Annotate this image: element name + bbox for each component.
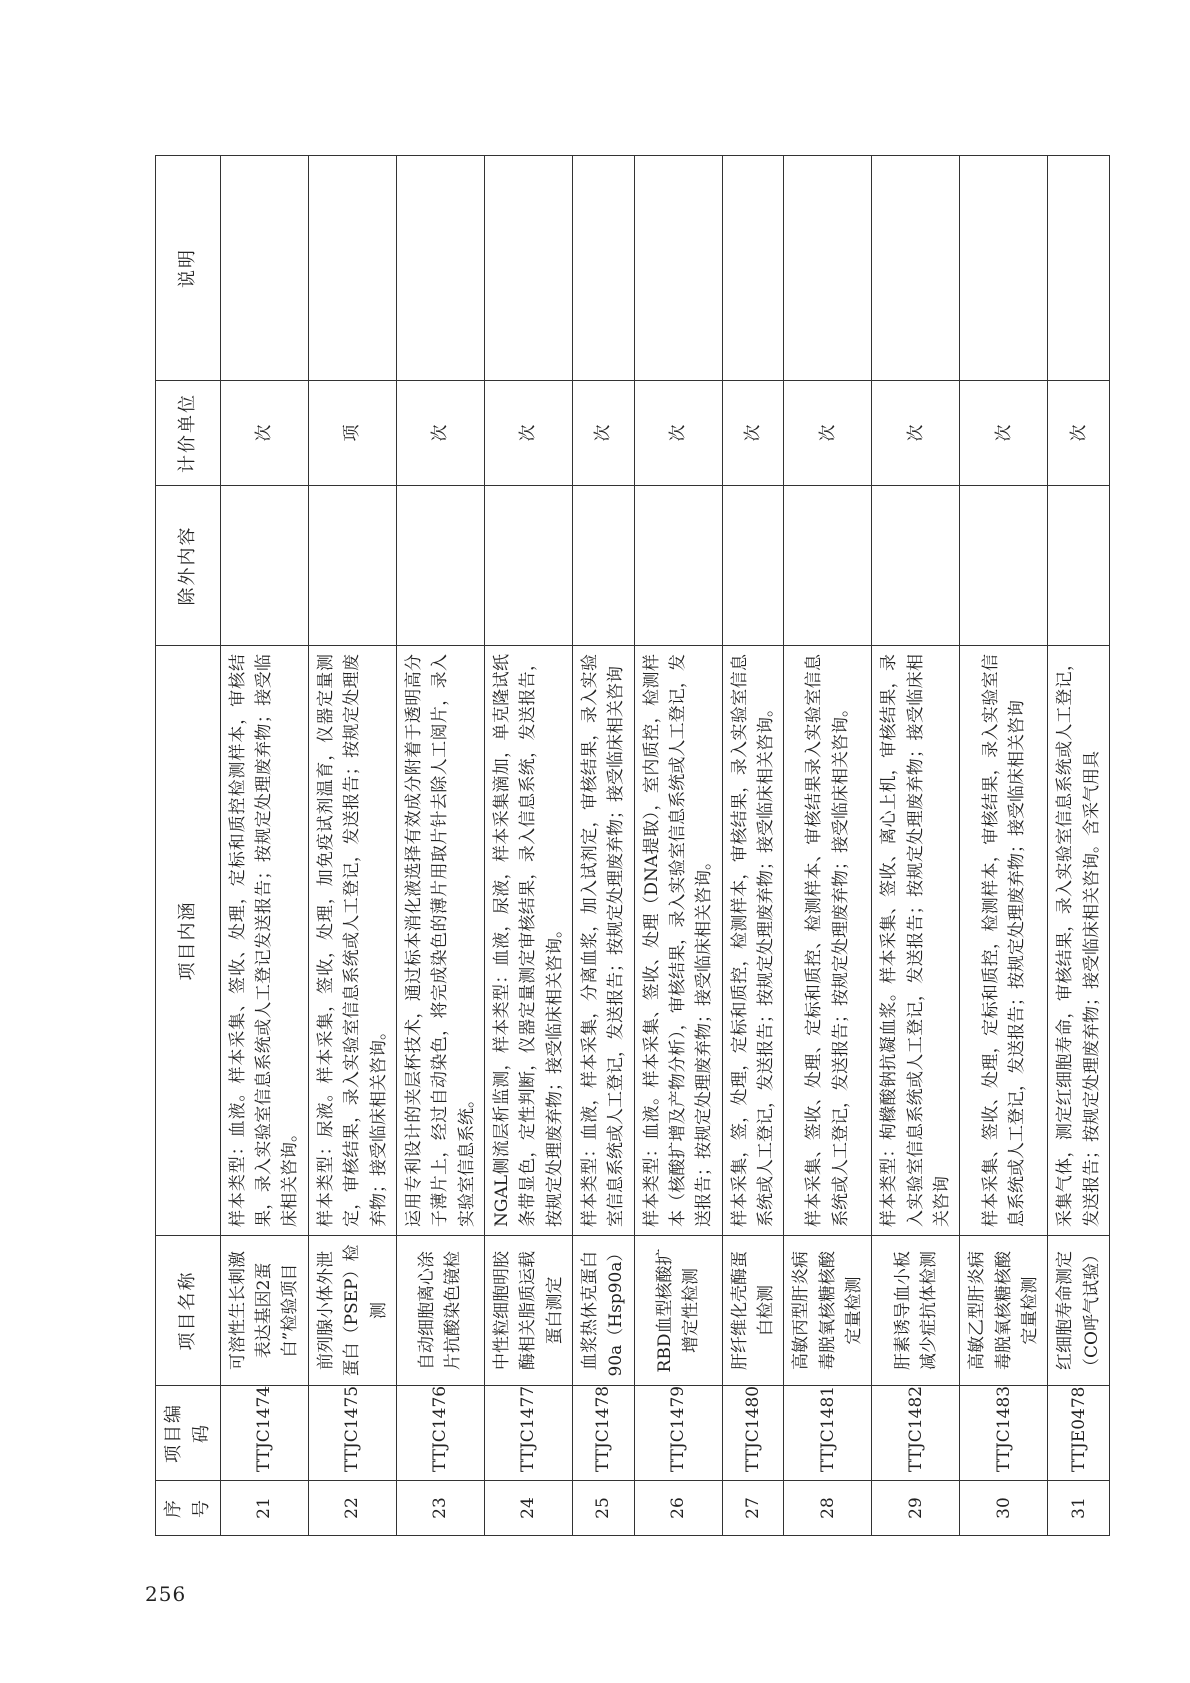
cell-seq: 22 (308, 1481, 396, 1536)
cell-code: TTJC1480 (722, 1386, 784, 1481)
project-table (155, 155, 1110, 1536)
cell-unit: 次 (484, 381, 572, 486)
cell-content: 采集气体，测定红细胞寿命，审核结果，录入实验室信息系统或人工登记，发送报告；按规定处理废弃物；接受临床相关咨询。含采气用具 (1048, 646, 1110, 1236)
cell-code: TTJC1483 (960, 1386, 1048, 1481)
cell-code: TTJE0478 (1048, 1386, 1110, 1481)
table-row (484, 156, 572, 1536)
cell-unit: 次 (396, 381, 484, 486)
cell-code: TTJC1478 (572, 1386, 634, 1481)
cell-seq: 24 (484, 1481, 572, 1536)
cell-content: 样本采集、签收、处理，定标和质控，检测样本，审核结果，录入实验室信息系统或人工登记，发送报告；按规定处理废弃物；接受临床相关咨询 (960, 646, 1048, 1236)
cell-code: TTJC1474 (220, 1386, 308, 1481)
table-row (784, 156, 872, 1536)
table-row (960, 156, 1048, 1536)
cell-unit: 次 (872, 381, 960, 486)
cell-unit: 次 (1048, 381, 1110, 486)
cell-name: 高敏丙型肝炎病毒脱氧核糖核酸定量检测 (784, 1236, 872, 1386)
cell-code: TTJC1477 (484, 1386, 572, 1481)
cell-unit: 次 (634, 381, 722, 486)
cell-exclusion (220, 486, 308, 646)
cell-exclusion (396, 486, 484, 646)
cell-seq: 21 (220, 1481, 308, 1536)
cell-note (1048, 156, 1110, 381)
header-code: 项目编码 (156, 1386, 221, 1481)
cell-unit: 次 (960, 381, 1048, 486)
cell-note (572, 156, 634, 381)
cell-note (220, 156, 308, 381)
cell-note (308, 156, 396, 381)
cell-seq: 31 (1048, 1481, 1110, 1536)
cell-exclusion (484, 486, 572, 646)
cell-seq: 30 (960, 1481, 1048, 1536)
cell-name: 前列腺小体外泄蛋白（PSEP）检测 (308, 1236, 396, 1386)
table-row (872, 156, 960, 1536)
cell-name: 肝纤维化壳酶蛋白检测 (722, 1236, 784, 1386)
page-number: 256 (145, 1582, 187, 1606)
cell-code: TTJC1482 (872, 1386, 960, 1481)
cell-unit: 项 (308, 381, 396, 486)
cell-content: NGAL侧流层析监测，样本类型：血液，尿液，样本采集滴加，单克隆试纸条带显色，定性判断，仪器定量测定审核结果，录入信息系统，发送报告，按规定处理废弃物；接受临床相关咨询。 (484, 646, 572, 1236)
cell-name: RBD血型核酸扩增定性检测 (634, 1236, 722, 1386)
cell-name: 可溶性生长刺激表达基因2蛋白”检验项目 (220, 1236, 308, 1386)
cell-note (784, 156, 872, 381)
cell-seq: 23 (396, 1481, 484, 1536)
cell-content: 样本类型：血液。样本采集、签收、处理，定标和质控检测样本，审核结果，录入实验室信息系统或人工登记发送报告；按规定处理废弃物；接受临床相关咨询。 (220, 646, 308, 1236)
header-content: 项目内涵 (156, 646, 221, 1236)
cell-unit: 次 (784, 381, 872, 486)
cell-exclusion (960, 486, 1048, 646)
cell-content: 运用专利设计的夹层杯技术，通过标本消化液选择有效成分附着于透明高分子薄片上，经过自动染色，将完成染色的薄片用取片针去除人工阅片，录入实验室信息系统。 (396, 646, 484, 1236)
cell-seq: 26 (634, 1481, 722, 1536)
cell-name: 肝素诱导血小板减少症抗体检测 (872, 1236, 960, 1386)
cell-exclusion (784, 486, 872, 646)
cell-seq: 28 (784, 1481, 872, 1536)
cell-seq: 29 (872, 1481, 960, 1536)
table-header-row (156, 156, 221, 1536)
table-row (1048, 156, 1110, 1536)
cell-exclusion (722, 486, 784, 646)
table-row (634, 156, 722, 1536)
cell-name: 中性粒细胞明胶酶相关脂质运载蛋白测定 (484, 1236, 572, 1386)
cell-exclusion (634, 486, 722, 646)
cell-exclusion (872, 486, 960, 646)
cell-unit: 次 (220, 381, 308, 486)
cell-content: 样本采集，签，处理，定标和质控，检测样本，审核结果，录入实验室信息系统或人工登记，发送报告；按规定处理废弃物；接受临床相关咨询。 (722, 646, 784, 1236)
cell-note (960, 156, 1048, 381)
cell-content: 样本类型：枸橼酸钠抗凝血浆。样本采集、签收、离心上机，审核结果，录入实验室信息系统或人工登记，发送报告；按规定处理废弃物；接受临床相关咨询 (872, 646, 960, 1236)
cell-note (634, 156, 722, 381)
cell-code: TTJC1475 (308, 1386, 396, 1481)
cell-name: 血浆热休克蛋白90a（Hsp90a） (572, 1236, 634, 1386)
cell-exclusion (572, 486, 634, 646)
cell-content: 样本类型：血液，样本采集，分离血浆，加入试剂定，审核结果，录入实验室信息系统或人工登记，发送报告；按规定处理废弃物；接受临床相关咨询 (572, 646, 634, 1236)
cell-note (872, 156, 960, 381)
header-unit: 计价单位 (156, 381, 221, 486)
table-row (308, 156, 396, 1536)
cell-note (722, 156, 784, 381)
rotated-table-container (155, 156, 1102, 1536)
cell-unit: 次 (722, 381, 784, 486)
header-note: 说明 (156, 156, 221, 381)
cell-note (396, 156, 484, 381)
cell-content: 样本采集、签收、处理、定标和质控、检测样本、审核结果录入实验室信息系统或人工登记，发送报告；按规定处理废弃物；接受临床相关咨询。 (784, 646, 872, 1236)
cell-name: 自动细胞离心涂片抗酸染色镜检 (396, 1236, 484, 1386)
cell-code: TTJC1481 (784, 1386, 872, 1481)
cell-note (484, 156, 572, 381)
header-name: 项目名称 (156, 1236, 221, 1386)
cell-content: 样本类型：尿液。样本采集，签收，处理，加免疫试剂温育，仪器定量测定，审核结果，录入实验室信息系统或人工登记，发送报告；按规定处理废弃物；接受临床相关咨询。 (308, 646, 396, 1236)
table-row (572, 156, 634, 1536)
table-row (722, 156, 784, 1536)
cell-unit: 次 (572, 381, 634, 486)
cell-exclusion (1048, 486, 1110, 646)
header-exclusion: 除外内容 (156, 486, 221, 646)
cell-name: 红细胞寿命测定（CO呼气试验） (1048, 1236, 1110, 1386)
header-seq: 序号 (156, 1481, 221, 1536)
cell-code: TTJC1479 (634, 1386, 722, 1481)
cell-code: TTJC1476 (396, 1386, 484, 1481)
cell-seq: 27 (722, 1481, 784, 1536)
cell-content: 样本类型：血液。样本采集、签收、处理（DNA提取），室内质控，检测样本（核酸扩增及产物分析），审核结果，录入实验室信息系统或人工登记，发送报告；按规定处理废弃物；接受临床相关咨询。 (634, 646, 722, 1236)
cell-seq: 25 (572, 1481, 634, 1536)
cell-name: 高敏乙型肝炎病毒脱氧核糖核酸定量检测 (960, 1236, 1048, 1386)
table-row (396, 156, 484, 1536)
table-row (220, 156, 308, 1536)
cell-exclusion (308, 486, 396, 646)
